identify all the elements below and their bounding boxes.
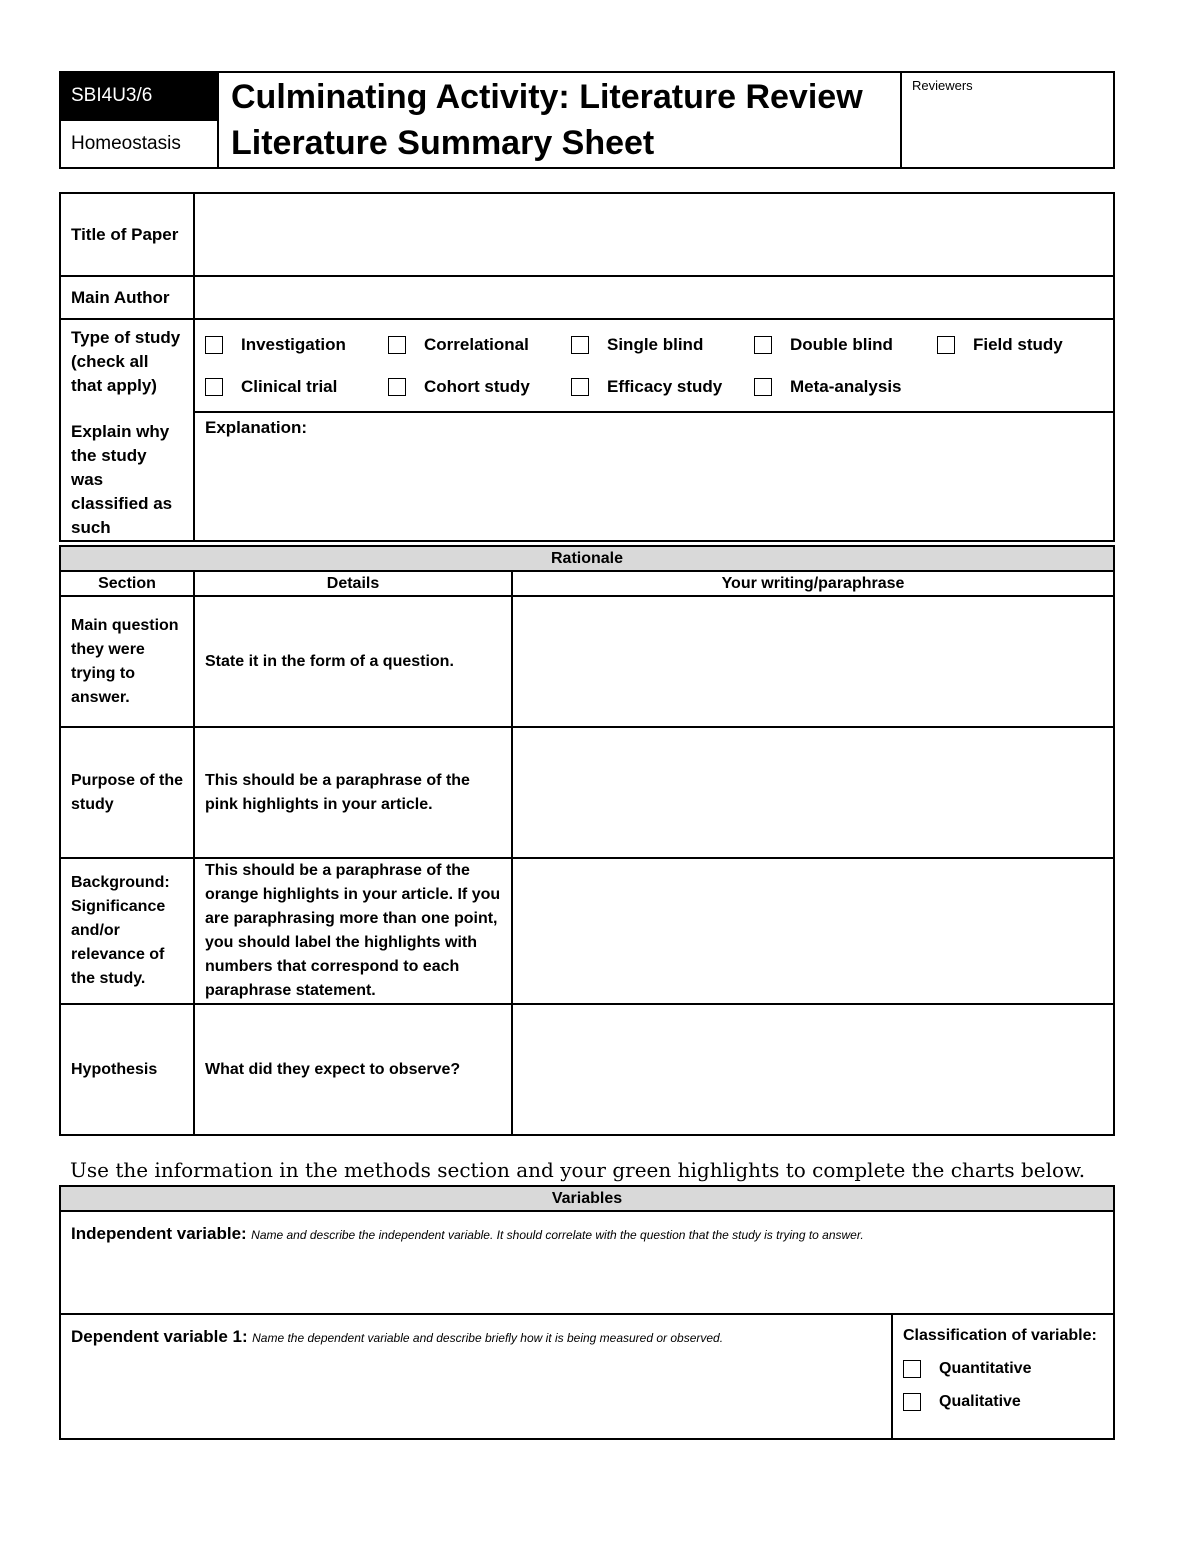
independent-variable-field[interactable] <box>60 1211 1114 1314</box>
course-code: SBI4U3/6 <box>60 72 218 120</box>
col-header-writing: Your writing/paraphrase <box>512 571 1114 596</box>
study-type-checkboxes <box>194 319 1114 412</box>
variables-table <box>59 1185 1115 1440</box>
table-row <box>60 858 1114 1004</box>
study-type-option[interactable] <box>754 377 937 397</box>
title-of-paper-field[interactable] <box>194 193 1114 276</box>
rationale-heading: Rationale <box>60 546 1114 571</box>
paper-info-table <box>59 192 1115 542</box>
study-type-label: Correlational <box>424 334 529 354</box>
main-author-label: Main Author <box>60 276 194 319</box>
qualitative-checkbox[interactable] <box>903 1393 921 1411</box>
quantitative-option[interactable] <box>903 1360 1103 1378</box>
dependent-variable-field[interactable] <box>60 1314 892 1439</box>
study-type-checkbox[interactable] <box>205 378 223 396</box>
study-type-checkbox[interactable] <box>571 378 589 396</box>
study-type-row-1 <box>195 324 1113 366</box>
study-type-label: Double blind <box>790 334 893 354</box>
explanation-field[interactable] <box>194 412 1114 541</box>
qualitative-option[interactable] <box>903 1393 1103 1411</box>
details-background: This should be a paraphrase of the orange highlights in your article. If you are paraphrasing more than one point, you should label the highlights with numbers that correspond to each paraphrase statement. <box>194 858 512 1004</box>
details-main-question: State it in the form of a question. <box>194 596 512 727</box>
unit-name: Homeostasis <box>60 120 218 168</box>
main-author-field[interactable] <box>194 276 1114 319</box>
independent-variable-hint: Name and describe the independent variable. It should correlate with the question that the study is trying to answer. <box>251 1228 864 1242</box>
reviewers-box[interactable] <box>901 72 1114 168</box>
study-type-option[interactable] <box>937 335 1120 355</box>
study-type-checkbox[interactable] <box>571 336 589 354</box>
study-type-option[interactable] <box>571 335 754 355</box>
writing-field-purpose[interactable] <box>512 727 1114 858</box>
header-table <box>59 71 1115 169</box>
study-type-option[interactable] <box>388 377 571 397</box>
dependent-variable-label: Dependent variable 1: <box>71 1327 248 1346</box>
study-type-option[interactable] <box>388 335 571 355</box>
dependent-variable-hint: Name the dependent variable and describe briefly how it is being measured or observed. <box>252 1331 724 1345</box>
study-type-checkbox[interactable] <box>754 378 772 396</box>
study-type-checkbox[interactable] <box>388 336 406 354</box>
reviewers-label: Reviewers <box>912 78 973 93</box>
variables-heading: Variables <box>60 1186 1114 1211</box>
study-type-option[interactable] <box>205 335 388 355</box>
quantitative-checkbox[interactable] <box>903 1360 921 1378</box>
table-row <box>60 1004 1114 1135</box>
study-type-label: Clinical trial <box>241 376 338 396</box>
study-type-label: Field study <box>973 334 1063 354</box>
quantitative-label: Quantitative <box>939 1360 1032 1377</box>
writing-field-hypothesis[interactable] <box>512 1004 1114 1135</box>
study-type-option[interactable] <box>754 335 937 355</box>
page-title <box>218 72 901 168</box>
title-line-2: Literature Summary Sheet <box>231 124 655 162</box>
study-type-label: Investigation <box>241 334 346 354</box>
table-row <box>60 727 1114 858</box>
title-of-paper-label: Title of Paper <box>60 193 194 276</box>
col-header-section: Section <box>60 571 194 596</box>
qualitative-label: Qualitative <box>939 1393 1021 1410</box>
section-hypothesis: Hypothesis <box>60 1004 194 1135</box>
section-purpose: Purpose of the study <box>60 727 194 858</box>
details-hypothesis: What did they expect to observe? <box>194 1004 512 1135</box>
study-type-option[interactable] <box>205 377 388 397</box>
col-header-details: Details <box>194 571 512 596</box>
study-type-checkbox[interactable] <box>754 336 772 354</box>
rationale-table <box>59 545 1115 1136</box>
study-type-label: Single blind <box>607 334 704 354</box>
independent-variable-label: Independent variable: <box>71 1224 247 1243</box>
study-type-row-2 <box>195 366 1113 408</box>
writing-field-main-question[interactable] <box>512 596 1114 727</box>
study-type-label: Meta-analysis <box>790 376 902 396</box>
study-type-checkbox[interactable] <box>937 336 955 354</box>
type-of-study-label-cell <box>60 319 194 541</box>
writing-field-background[interactable] <box>512 858 1114 1004</box>
table-row <box>60 596 1114 727</box>
section-background: Background: Significance and/or relevance of the study. <box>60 858 194 1004</box>
type-of-study-label: Type of study (check all that apply) <box>71 328 181 395</box>
classification-cell <box>892 1314 1114 1439</box>
study-type-option[interactable] <box>571 377 754 397</box>
details-purpose: This should be a paraphrase of the pink highlights in your article. <box>194 727 512 858</box>
study-type-label: Cohort study <box>424 376 530 396</box>
study-type-label: Efficacy study <box>607 376 723 396</box>
explanation-label: Explanation: <box>205 418 308 438</box>
methods-instruction: Use the information in the methods section and your green highlights to complete the charts below. <box>70 1158 1086 1182</box>
study-type-checkbox[interactable] <box>205 336 223 354</box>
title-line-1: Culminating Activity: Literature Review <box>231 78 863 116</box>
classification-label: Classification of variable: <box>903 1327 1097 1344</box>
explain-label: Explain why the study was classified as such <box>71 422 173 537</box>
study-type-checkbox[interactable] <box>388 378 406 396</box>
section-main-question: Main question they were trying to answer. <box>60 596 194 727</box>
